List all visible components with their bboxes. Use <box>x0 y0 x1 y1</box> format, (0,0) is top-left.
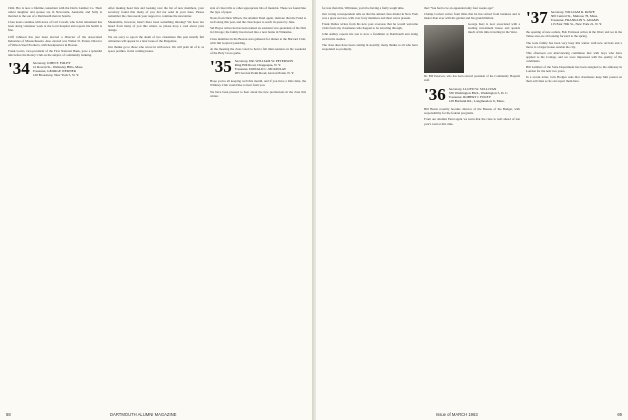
treasurer-label: Treasurer, GEORGE WERNER <box>32 69 77 74</box>
portrait-photo <box>424 25 464 73</box>
secretary-address: 12 Rowan St., Wellesley Hills, Mass. <box>32 65 84 70</box>
paragraph: for less than this, Whittaker, you'd be having a fairly tough time. <box>322 6 405 10</box>
class-officers <box>449 87 509 103</box>
class-number: '36 <box>424 84 446 104</box>
paragraph: Class members in the Boston area gathered for dinner at the Harvard Club, with Jim Gaylord presiding. <box>210 36 306 45</box>
page-number: 68 <box>6 412 11 417</box>
paragraph: Our thanks go to those who wrote in with news. We will print all of it, as space permits, in the coming issues. <box>108 44 204 53</box>
right-page <box>316 0 628 420</box>
paragraph: Cliff Johnson has just been elected a Director of the Associated Industries of Massachusetts. Also elected was Walter D. Patten, Director of Wilson Steel Products, with headquarters in Boston. <box>8 34 102 47</box>
paragraph: After making head lists and looking over the list of new members, your secretary found that many of you did not send in your dues. Please remember the class needs your support to continue the newsletter. <box>108 6 204 19</box>
photo-caption: Dr. Bill Peterson, who has been elected president of the Community Hospital staff. <box>424 74 520 83</box>
treasurer-address: 120 Broadway, New York 5, N. Y. <box>32 73 79 78</box>
paragraph: In a recent letter, Jack Hodges asks that classmates keep him posted on their activities so he can report them here. <box>526 75 622 84</box>
page-number: 69 <box>617 412 622 417</box>
paragraph: side of class bills or other appropriate bits of material. These we found like the type of paper. <box>210 6 306 15</box>
left-column-1 <box>8 6 102 81</box>
class-heading-34 <box>8 61 102 77</box>
right-column-3 <box>526 6 622 85</box>
paragraph: Sid Hayes writes he has been named an assistant vice-president of his firm in Chicago; the family has moved into a new home in Winnetka. <box>210 26 306 35</box>
secretary-address: 330 Washington Blvd., Washington 5, D. C. <box>448 90 509 95</box>
secretary-label: Secretary, DR. WILLIAM W. PETERSON <box>234 58 293 63</box>
paragraph: George Kerr is now associated with a leading investment house and spends much of his time traveling in the West. <box>468 22 520 35</box>
secretary-address: Ring Hill Road, Chappaqua, N. Y. <box>234 63 281 68</box>
class-heading-37 <box>526 10 622 26</box>
paragraph: Bill Burns recently became director of the Bureau of the Budget, with responsibility for the federal programs. <box>424 107 520 116</box>
paragraph: Bill Lambert of the State Department has been assigned to the embassy in London for the next two years. <box>526 65 622 74</box>
secretary-address: 300 Central St., Melrose 76, Mass. <box>550 14 598 19</box>
paragraph: Hope you're all keeping well this month, and if you have a little time, the Whitney Club would like to hear from you. <box>210 79 306 88</box>
class-officers <box>551 10 602 26</box>
class-heading-35 <box>210 56 306 76</box>
paragraph: We are sorry to report the death of two classmates this past month; full obituaries will appear in a later issue of the Magazine. <box>108 34 204 43</box>
treasurer-address: 205 Groton Point Road, Groton Point, N. Y. <box>234 71 295 76</box>
magazine-footer: DARTMOUTH ALUMNI MAGAZINE <box>110 412 177 417</box>
class-heading-36 <box>424 84 520 104</box>
paragraph: The Gale family has been very busy this winter with new arrivals and a move to a larger house outside the city. <box>526 40 622 49</box>
paragraph: We have been pleased to hear about the new promotions in the class this winter. <box>210 89 306 98</box>
paragraph: 1962. Bro is now a lifetime consultant with the Davis Lumber Co. Their oldest daughter and spouse are in Newcastle, Australia, and Sally is married to the son of a Dartmouth man in Seattle. <box>8 6 102 19</box>
secretary-label: Secretary, LLOYD W. SULLIVAN <box>448 86 497 91</box>
secretary-label: Secretary, WILLIAM R. ROWE <box>550 10 595 14</box>
paragraph: the opening of new outlets, Bob Erickson writes in the West; and we in the Tahoe area are all looking forward to the spring. <box>526 30 622 39</box>
paragraph: John Ashley reports his son is now a freshman at Dartmouth and doing well in his studies. <box>322 32 418 41</box>
class-number: '35 <box>210 56 232 76</box>
left-column-3 <box>210 6 306 100</box>
treasurer-label: Treasurer, FRANKLIN S. ADAMS <box>550 18 599 23</box>
treasurer-address: 129 Burbank Rd., Longmeadow 6, Mass. <box>448 99 505 104</box>
paragraph: Notes from Dick Wilson, the Alumni Fund agent, indicate that the Fund is well along this year, and the class hopes to reach its quota by June. <box>210 16 306 25</box>
class-officers <box>33 61 83 77</box>
paragraph: This afternoon our interviewing committee met with boys who have applied to the College, and we were impressed with the quality of the candidates. <box>526 50 622 63</box>
right-column-1 <box>322 6 418 53</box>
issue-footer: Issue of MARCH 1963 <box>436 412 478 417</box>
paragraph: Frank Dulles writes from his new post overseas that he would welcome visits from any classmates who happen to be traveling through. <box>322 22 418 31</box>
paragraph: Champ Corbett writes from Ohio that he has retired from business and is busier than ever with his garden and his grandchildren. <box>424 12 520 21</box>
class-officers <box>235 59 294 75</box>
paragraph: The class dues have been coming in steadily; many thanks to all who have responded so promptly. <box>322 42 418 51</box>
paragraph: Class notes continue with news of Carl Cowell, who in his retirement has been doing volunteer work at the local hospital and reports his health is fine. <box>8 20 102 33</box>
class-number: '37 <box>526 8 548 27</box>
paragraph: From our Alumni Fund agent we learn that the class is well ahead of last year's total at this time. <box>424 117 520 126</box>
treasurer-label: Treasurer, DONALD C. MCKINLAY <box>234 67 287 72</box>
paragraph: At the meeting the class voted to hold a fall mini-reunion on the weekend of the Holy Cross game. <box>210 46 306 55</box>
right-column-2 <box>424 6 520 128</box>
left-column-2 <box>108 6 204 55</box>
paragraph: Our roving correspondent tells us that the annual class dinner in New York was a great success, with over forty members and their wives present. <box>322 12 418 21</box>
class-number: '34 <box>8 59 30 79</box>
paragraph: Meanwhile, however, hasn't there been something missing? We have not heard from many of you this winter, so please drop a card about your doings. <box>108 20 204 33</box>
secretary-label: Secretary, JOHN F. FOLEY <box>32 61 71 66</box>
left-page <box>0 0 312 420</box>
treasurer-label: Treasurer, ROBERT J. FOLEY <box>448 95 492 100</box>
treasurer-address: 115 East 70th St., New York 21, N. Y. <box>550 22 603 27</box>
paragraph: that: 'You had to be an appendectomy four weeks ago!' <box>424 6 494 10</box>
paragraph: Frank Lewis, vice-president of the First National Bank, gave a splendid talk before the Rotary Club on the subject of community banking. <box>8 48 102 57</box>
